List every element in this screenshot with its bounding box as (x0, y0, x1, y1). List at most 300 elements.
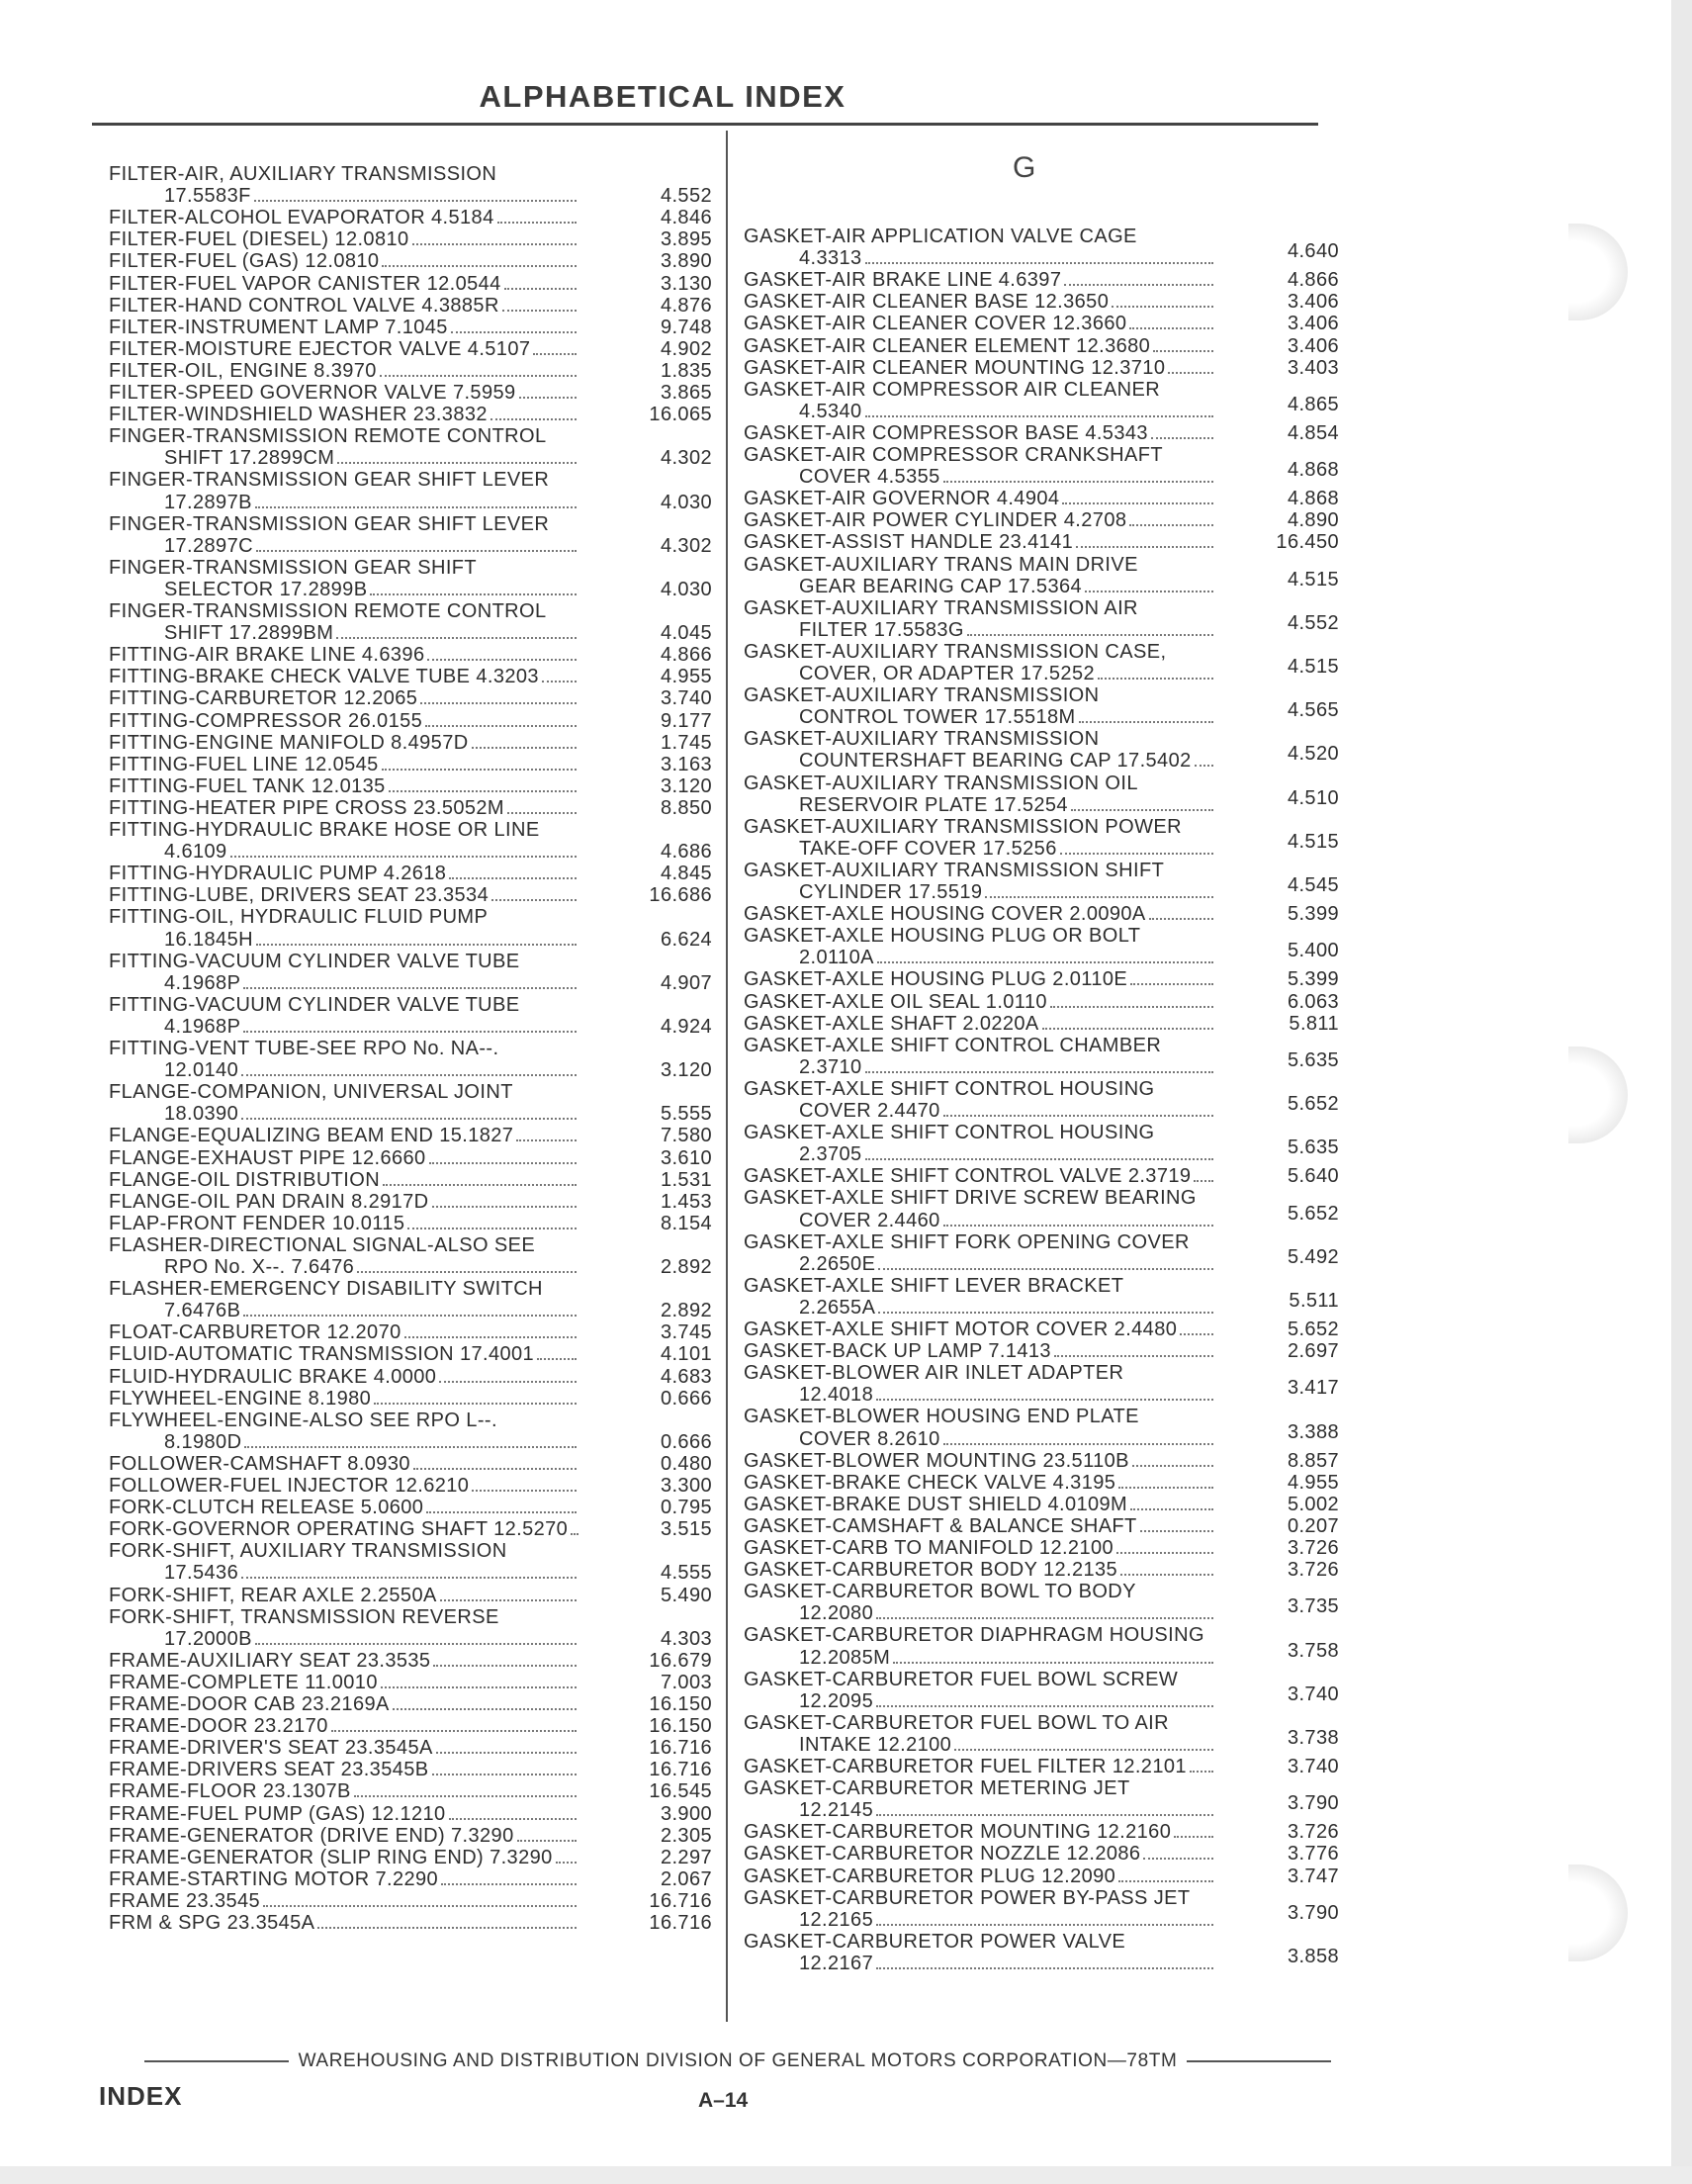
dot-leader (425, 725, 577, 727)
page-title: ALPHABETICAL INDEX (479, 79, 846, 114)
index-entry-text: 12.2085M (799, 1646, 891, 1669)
dot-leader (878, 1268, 1213, 1270)
index-entry-text: GASKET-CARBURETOR BODY 12.2135 (744, 1559, 1118, 1582)
index-entry-text: GASKET-AXLE HOUSING COVER 2.0090A (744, 903, 1146, 926)
index-entry-text: FITTING-AIR BRAKE LINE 4.6396 (109, 644, 425, 667)
index-entry-text: GASKET-CARBURETOR METERING JET (744, 1777, 1130, 1800)
index-entry-text: GASKET-AXLE SHIFT CONTROL HOUSING (744, 1122, 1155, 1144)
index-page-ref: 3.776 (1287, 1843, 1339, 1866)
index-entry-text: COVER, OR ADAPTER 17.5252 (799, 663, 1096, 684)
index-entry-line (799, 1143, 1216, 1165)
binder-hole (1568, 1046, 1628, 1143)
index-entry-line (799, 663, 1216, 684)
index-entry-line (744, 1537, 1216, 1559)
index-page-ref: 4.555 (660, 1562, 712, 1585)
index-page-ref: 3.790 (1287, 1901, 1339, 1924)
footer-section-label: INDEX (99, 2081, 183, 2111)
dot-leader (317, 1927, 577, 1929)
dot-leader (241, 1577, 577, 1579)
index-entry-text: GASKET-CAMSHAFT & BALANCE SHAFT (744, 1514, 1137, 1537)
index-entry-line (109, 884, 579, 906)
dot-leader (542, 681, 577, 682)
index-page-ref: 4.515 (1287, 830, 1339, 853)
index-page-ref: 4.552 (1287, 611, 1339, 634)
index-entry-line (799, 706, 1216, 728)
index-page-ref: 1.453 (660, 1190, 712, 1213)
index-entry-line (109, 1125, 579, 1146)
index-page-ref: 0.480 (660, 1452, 712, 1475)
index-page-ref: 3.865 (660, 382, 712, 404)
index-entry-line (109, 360, 579, 382)
dot-leader (954, 1749, 1213, 1751)
index-entry-line (744, 1013, 1216, 1035)
index-entry-line (109, 1518, 579, 1540)
index-entry-line (109, 1650, 579, 1672)
index-page-ref: 3.417 (1287, 1377, 1339, 1400)
index-page-ref: 5.640 (1287, 1165, 1339, 1188)
dot-leader (389, 790, 577, 792)
binder-hole (1568, 224, 1628, 320)
index-entry-text: FITTING-COMPRESSOR 26.0155 (109, 709, 423, 732)
index-entry-text: FRM & SPG 23.3545A (109, 1912, 315, 1934)
index-entry-line (744, 509, 1216, 531)
index-entry-text: FITTING-HYDRAULIC BRAKE HOSE OR LINE (109, 819, 540, 841)
index-entry-line (109, 1715, 579, 1737)
index-entry-text: INTAKE 12.2100 (799, 1733, 952, 1756)
binder-hole (1568, 1865, 1628, 1961)
index-entry-text: FLASHER-EMERGENCY DISABILITY SWITCH (109, 1278, 543, 1301)
index-entry-line (109, 228, 579, 250)
index-entry-line (164, 1103, 579, 1125)
index-entry-text: FITTING-VACUUM CYLINDER VALVE TUBE (109, 950, 520, 972)
index-page-ref: 2.305 (660, 1824, 712, 1847)
dot-leader (1195, 765, 1213, 767)
index-page-ref: 0.207 (1287, 1514, 1339, 1537)
index-page-ref: 3.726 (1287, 1821, 1339, 1844)
index-page-ref: 4.510 (1287, 786, 1339, 809)
index-entry-text: FILTER-HAND CONTROL VALVE 4.3885R (109, 294, 499, 317)
dot-leader (507, 812, 577, 814)
index-entry-text: FILTER-ALCOHOL EVAPORATOR 4.5184 (109, 207, 494, 229)
dot-leader (876, 1924, 1213, 1926)
index-entry-text: FINGER-TRANSMISSION GEAR SHIFT LEVER (109, 469, 550, 492)
index-entry-text: FINGER-TRANSMISSION GEAR SHIFT LEVER (109, 512, 550, 535)
index-entry-line (164, 1628, 579, 1650)
index-entry-text: FILTER-MOISTURE EJECTOR VALVE 4.5107 (109, 337, 531, 360)
index-entry-text: FRAME-GENERATOR (DRIVE END) 7.3290 (109, 1824, 514, 1847)
dot-leader (254, 200, 577, 202)
index-entry-line (109, 404, 579, 425)
index-page-ref: 3.895 (660, 228, 712, 251)
dot-leader (382, 769, 577, 771)
index-entry-line (744, 1756, 1216, 1777)
index-entry-text: FRAME-GENERATOR (SLIP RING END) 7.3290 (109, 1846, 553, 1868)
index-entry-line (799, 1602, 1216, 1624)
dot-leader (1130, 1508, 1213, 1510)
dot-leader (1180, 1333, 1213, 1335)
index-page-ref: 4.854 (1287, 421, 1339, 444)
dot-leader (472, 1490, 577, 1492)
index-page-ref: 16.150 (649, 1715, 712, 1738)
index-entry-text: FLANGE-EQUALIZING BEAM END 15.1827 (109, 1125, 514, 1147)
index-page-ref: 7.580 (660, 1125, 712, 1147)
dot-leader (1116, 1552, 1213, 1554)
index-entry-text: GASKET-AUXILIARY TRANSMISSION CASE, (744, 640, 1167, 663)
dot-leader (255, 506, 577, 508)
index-entry-text: 12.2145 (799, 1799, 874, 1822)
index-page-ref: 5.511 (1289, 1289, 1339, 1312)
dot-leader (331, 1730, 577, 1732)
index-page-ref: 5.555 (660, 1103, 712, 1126)
index-entry-text: GASKET-CARBURETOR NOZZLE 12.2086 (744, 1843, 1141, 1866)
index-entry-text: TAKE-OFF COVER 17.5256 (799, 837, 1057, 860)
index-entry-line (744, 1450, 1216, 1472)
index-page-ref: 5.399 (1287, 903, 1339, 926)
index-entry-line (109, 1780, 579, 1802)
dot-leader (967, 634, 1213, 636)
index-entry-text: FILTER-FUEL (GAS) 12.0810 (109, 250, 380, 273)
index-entry-text: GASKET-AXLE SHIFT DRIVE SCREW BEARING (744, 1187, 1197, 1210)
dot-leader (943, 1443, 1213, 1445)
index-entry-line (164, 1300, 579, 1321)
index-entry-text: FITTING-CARBURETOR 12.2065 (109, 687, 418, 710)
index-page-ref: 2.892 (660, 1300, 712, 1322)
index-entry-line (109, 797, 579, 819)
index-entry-text: GASKET-CARBURETOR FUEL FILTER 12.2101 (744, 1756, 1187, 1777)
index-entry-text: GASKET-BRAKE DUST SHIELD 4.0109M (744, 1493, 1128, 1515)
index-entry-text: FORK-SHIFT, AUXILIARY TRANSMISSION (109, 1540, 507, 1563)
index-entry-line (109, 1169, 579, 1191)
index-entry-text: GASKET-AIR APPLICATION VALVE CAGE (744, 226, 1137, 247)
index-entry-text: SHIFT 17.2899CM (164, 447, 335, 470)
footer-publisher-line (134, 2050, 1341, 2072)
index-entry-text: GASKET-AXLE SHAFT 2.0220A (744, 1012, 1039, 1035)
index-entry-line (744, 1340, 1216, 1362)
index-entry-text: FITTING-VENT TUBE-SEE RPO No. NA--. (109, 1038, 499, 1059)
index-page-ref: 16.716 (649, 1759, 712, 1781)
index-entry-line (744, 1843, 1216, 1865)
index-entry-text: FOLLOWER-CAMSHAFT 8.0930 (109, 1452, 410, 1475)
index-page-ref: 0.795 (660, 1497, 712, 1519)
index-page-ref: 4.907 (660, 971, 712, 994)
dot-leader (876, 1705, 1213, 1707)
index-entry-text: GASKET-BLOWER MOUNTING 23.5110B (744, 1449, 1129, 1472)
dot-leader (1149, 918, 1213, 920)
dot-leader (1071, 809, 1213, 811)
index-entry-text: 18.0390 (164, 1103, 239, 1126)
dot-leader (1060, 853, 1213, 855)
dot-leader (432, 1774, 577, 1775)
index-entry-text: 17.5583F (164, 185, 251, 208)
index-entry-text: GASKET-CARBURETOR DIAPHRAGM HOUSING (744, 1624, 1204, 1647)
index-entry-text: FILTER-FUEL VAPOR CANISTER 12.0544 (109, 272, 501, 295)
index-entry-line (744, 1165, 1216, 1187)
index-entry-line (109, 1191, 579, 1213)
dot-leader (490, 418, 577, 420)
dot-leader (374, 1403, 577, 1405)
index-entry-text: 4.6109 (164, 841, 227, 864)
index-entry-text: GASKET-AXLE SHIFT CONTROL CHAMBER (744, 1034, 1162, 1056)
index-page-ref: 3.740 (1287, 1756, 1339, 1777)
index-entry-text: FILTER-AIR, AUXILIARY TRANSMISSION (109, 163, 497, 185)
dot-leader (393, 1708, 577, 1710)
index-entry-line (109, 863, 579, 884)
index-entry-text: FRAME-AUXILIARY SEAT 23.3535 (109, 1649, 431, 1672)
index-page-ref: 16.679 (649, 1649, 712, 1672)
index-entry-line (744, 488, 1216, 509)
dot-leader (1129, 524, 1213, 526)
index-page-ref: 5.635 (1287, 1137, 1339, 1159)
index-entry-line (744, 531, 1216, 553)
index-page-ref: 4.565 (1287, 699, 1339, 722)
index-page-ref: 3.745 (660, 1321, 712, 1344)
index-entry-text: FRAME-STARTING MOTOR 7.2290 (109, 1867, 439, 1890)
index-page-ref: 5.492 (1287, 1245, 1339, 1268)
index-entry-line (164, 185, 579, 207)
index-page-ref: 16.545 (649, 1780, 712, 1803)
index-entry-text: COVER 4.5355 (799, 466, 940, 489)
index-entry-text: FORK-GOVERNOR OPERATING SHAFT 12.5270 (109, 1518, 569, 1541)
dot-leader (491, 899, 577, 901)
index-entry-text: FRAME-DOOR CAB 23.2169A (109, 1693, 390, 1715)
index-entry-text: GASKET-CARBURETOR FUEL BOWL TO AIR (744, 1711, 1169, 1734)
index-page-ref: 4.515 (1287, 656, 1339, 678)
index-entry-text: FLANGE-COMPANION, UNIVERSAL JOINT (109, 1081, 513, 1104)
index-entry-text: FLANGE-OIL DISTRIBUTION (109, 1168, 381, 1191)
page-edge-shadow (1671, 0, 1692, 2184)
index-entry-text: FOLLOWER-FUEL INJECTOR 12.6210 (109, 1475, 470, 1497)
index-page-ref: 4.545 (1287, 874, 1339, 896)
index-page-ref: 3.406 (1287, 291, 1339, 314)
index-entry-line (164, 841, 579, 863)
index-entry-line (799, 619, 1216, 641)
index-page-ref: 4.302 (660, 447, 712, 470)
index-entry-text: GASKET-AIR CLEANER ELEMENT 12.3680 (744, 334, 1151, 357)
index-entry-text: FITTING-HYDRAULIC PUMP 4.2618 (109, 863, 447, 885)
index-page-ref: 4.515 (1287, 568, 1339, 591)
index-page-ref: 4.303 (660, 1627, 712, 1650)
index-entry-text: FLASHER-DIRECTIONAL SIGNAL-ALSO SEE (109, 1233, 536, 1256)
index-entry-text: SELECTOR 17.2899B (164, 578, 368, 600)
index-entry-text: FORK-CLUTCH RELEASE 5.0600 (109, 1497, 424, 1519)
dot-leader (1112, 306, 1213, 308)
index-entry-line (744, 1559, 1216, 1581)
dot-leader (865, 415, 1213, 417)
index-entry-text: GASKET-AIR CLEANER BASE 12.3650 (744, 291, 1110, 314)
index-entry-text: GASKET-AIR COMPRESSOR AIR CLEANER (744, 378, 1161, 401)
index-entry-text: GASKET-AUXILIARY TRANSMISSION AIR (744, 596, 1138, 619)
index-entry-text: FRAME 23.3545 (109, 1889, 261, 1912)
index-entry-line (744, 269, 1216, 291)
index-page-ref: 3.726 (1287, 1559, 1339, 1582)
index-page-ref: 3.740 (660, 687, 712, 710)
index-entry-text: GASKET-AIR BRAKE LINE 4.6397 (744, 269, 1062, 292)
index-entry-line (109, 710, 579, 732)
dot-leader (354, 1795, 577, 1797)
index-entry-text: GASKET-CARBURETOR MOUNTING 12.2160 (744, 1821, 1172, 1844)
index-page-ref: 16.150 (649, 1693, 712, 1715)
index-entry-line (164, 1059, 579, 1081)
index-entry-text: GASKET-AXLE SHIFT FORK OPENING COVER (744, 1230, 1190, 1253)
dot-leader (502, 310, 577, 312)
index-entry-line (799, 401, 1216, 422)
dot-leader (865, 262, 1213, 264)
dot-leader (472, 747, 577, 749)
index-entry-line (109, 1388, 579, 1410)
index-entry-text: SHIFT 17.2899BM (164, 622, 334, 645)
index-entry-text: GASKET-AIR COMPRESSOR BASE 4.5343 (744, 421, 1148, 444)
index-entry-text: RESERVOIR PLATE 17.5254 (799, 793, 1068, 816)
index-page-ref: 6.624 (660, 928, 712, 951)
dot-leader (877, 961, 1213, 963)
index-page-ref: 4.868 (1287, 488, 1339, 510)
index-entry-text: 16.1845H (164, 928, 253, 951)
index-entry-line (744, 291, 1216, 313)
dot-leader (1132, 1465, 1213, 1467)
index-page-ref: 3.726 (1287, 1537, 1339, 1559)
dot-leader (426, 1511, 577, 1513)
dot-leader (357, 1271, 577, 1273)
index-entry-text: GASKET-BLOWER HOUSING END PLATE (744, 1406, 1139, 1428)
index-entry-text: GASKET-AIR CLEANER MOUNTING 12.3710 (744, 356, 1166, 379)
index-entry-text: 12.2165 (799, 1908, 874, 1931)
dot-leader (1168, 372, 1213, 374)
dot-leader (440, 1599, 577, 1601)
index-page-ref: 4.845 (660, 863, 712, 885)
index-page-ref: 3.758 (1287, 1639, 1339, 1662)
index-entry-text: GASKET-AUXILIARY TRANS MAIN DRIVE (744, 553, 1138, 576)
index-page-ref: 4.902 (660, 337, 712, 360)
page-bottom-edge (0, 2166, 1692, 2184)
index-entry-line (109, 1366, 579, 1388)
index-entry-text: GASKET-AXLE SHIFT CONTROL HOUSING (744, 1077, 1155, 1100)
index-entry-line (799, 1253, 1216, 1275)
index-page-ref: 5.400 (1287, 940, 1339, 962)
dot-leader (256, 944, 577, 946)
index-entry-line (164, 1431, 579, 1453)
index-entry-line (109, 1759, 579, 1780)
index-page-ref: 3.130 (660, 272, 712, 295)
dot-leader (1120, 1574, 1213, 1576)
index-entry-text: FILTER-INSTRUMENT LAMP 7.1045 (109, 316, 448, 338)
index-entry-text: FLANGE-OIL PAN DRAIN 8.2917D (109, 1190, 429, 1213)
index-entry-line (109, 1912, 579, 1934)
dot-leader (241, 1074, 577, 1076)
index-page-ref: 16.716 (649, 1912, 712, 1934)
index-entry-text: GASKET-AXLE SHIFT CONTROL VALVE 2.3719 (744, 1165, 1192, 1188)
index-page-ref: 5.635 (1287, 1048, 1339, 1071)
index-page-ref: 5.002 (1287, 1493, 1339, 1515)
dot-leader (429, 1162, 577, 1164)
index-entry-text: 2.2650E (799, 1252, 876, 1275)
index-entry-line (109, 295, 579, 317)
dot-leader (893, 1662, 1213, 1664)
dot-leader (383, 1184, 577, 1186)
dot-leader (370, 593, 577, 595)
index-entry-text: 12.4018 (799, 1384, 874, 1407)
index-page-ref: 4.846 (660, 207, 712, 229)
index-page-ref: 3.610 (660, 1146, 712, 1169)
index-entry-line (799, 881, 1216, 903)
dot-leader (556, 1862, 577, 1864)
index-entry-line (799, 750, 1216, 772)
index-page-ref: 6.063 (1287, 990, 1339, 1013)
index-page-ref: 1.745 (660, 731, 712, 754)
index-page-ref: 4.683 (660, 1365, 712, 1388)
dot-leader (1076, 546, 1213, 548)
dot-leader (517, 1840, 577, 1842)
dot-leader (1064, 284, 1213, 286)
index-entry-text: GASKET-BRAKE CHECK VALVE 4.3195 (744, 1471, 1116, 1494)
dot-leader (943, 481, 1213, 483)
index-entry-line (164, 492, 579, 513)
index-entry-line (799, 1056, 1216, 1078)
index-page-ref: 3.790 (1287, 1792, 1339, 1815)
dot-leader (255, 1643, 577, 1645)
index-entry-text: COUNTERSHAFT BEARING CAP 17.5402 (799, 750, 1192, 773)
index-page-ref: 3.858 (1287, 1945, 1339, 1967)
index-page-ref: 4.866 (660, 644, 712, 667)
index-entry-line (109, 250, 579, 272)
index-entry-line (799, 466, 1216, 488)
index-entry-line (164, 929, 579, 951)
title-rule (92, 123, 1318, 126)
index-page-ref: 3.890 (660, 250, 712, 273)
dot-leader (1062, 502, 1213, 504)
dot-leader (1050, 1006, 1213, 1008)
dot-leader (1190, 1771, 1213, 1773)
index-entry-text: FLUID-HYDRAULIC BRAKE 4.0000 (109, 1365, 437, 1388)
index-entry-line (109, 338, 579, 360)
dot-leader (337, 462, 577, 464)
index-entry-text: GASKET-AUXILIARY TRANSMISSION (744, 684, 1100, 707)
index-entry-line (744, 1821, 1216, 1843)
index-entry-line (109, 644, 579, 666)
dot-leader (243, 987, 577, 989)
index-entry-line (799, 1647, 1216, 1669)
index-entry-line (799, 247, 1216, 269)
dot-leader (412, 243, 577, 245)
index-page-ref: 3.747 (1287, 1865, 1339, 1887)
index-page-ref: 5.652 (1287, 1093, 1339, 1115)
dot-leader (432, 1206, 577, 1208)
index-entry-line (799, 1428, 1216, 1450)
index-entry-line (744, 335, 1216, 357)
index-entry-line (799, 947, 1216, 968)
index-entry-line (799, 1210, 1216, 1231)
index-page-ref: 1.835 (660, 359, 712, 382)
index-entry-text: 17.5436 (164, 1562, 239, 1585)
index-entry-line (109, 754, 579, 775)
index-entry-text: GASKET-BLOWER AIR INLET ADAPTER (744, 1362, 1124, 1385)
index-entry-text: FITTING-FUEL TANK 12.0135 (109, 774, 386, 797)
index-page-ref: 1.531 (660, 1168, 712, 1191)
dot-leader (244, 1446, 577, 1448)
index-page-ref: 16.716 (649, 1737, 712, 1760)
index-page-ref: 3.740 (1287, 1683, 1339, 1705)
index-entry-text: 12.2095 (799, 1689, 874, 1712)
index-entry-line (799, 1734, 1216, 1756)
dot-leader (449, 1818, 577, 1820)
index-entry-line (164, 447, 579, 469)
index-entry-line (109, 207, 579, 228)
index-entry-line (109, 382, 579, 404)
index-entry-line (744, 1319, 1216, 1340)
index-page-ref: 0.666 (660, 1430, 712, 1453)
index-page-ref: 3.515 (660, 1518, 712, 1541)
dot-leader (1194, 1180, 1213, 1182)
index-page-ref: 5.811 (1289, 1012, 1339, 1035)
